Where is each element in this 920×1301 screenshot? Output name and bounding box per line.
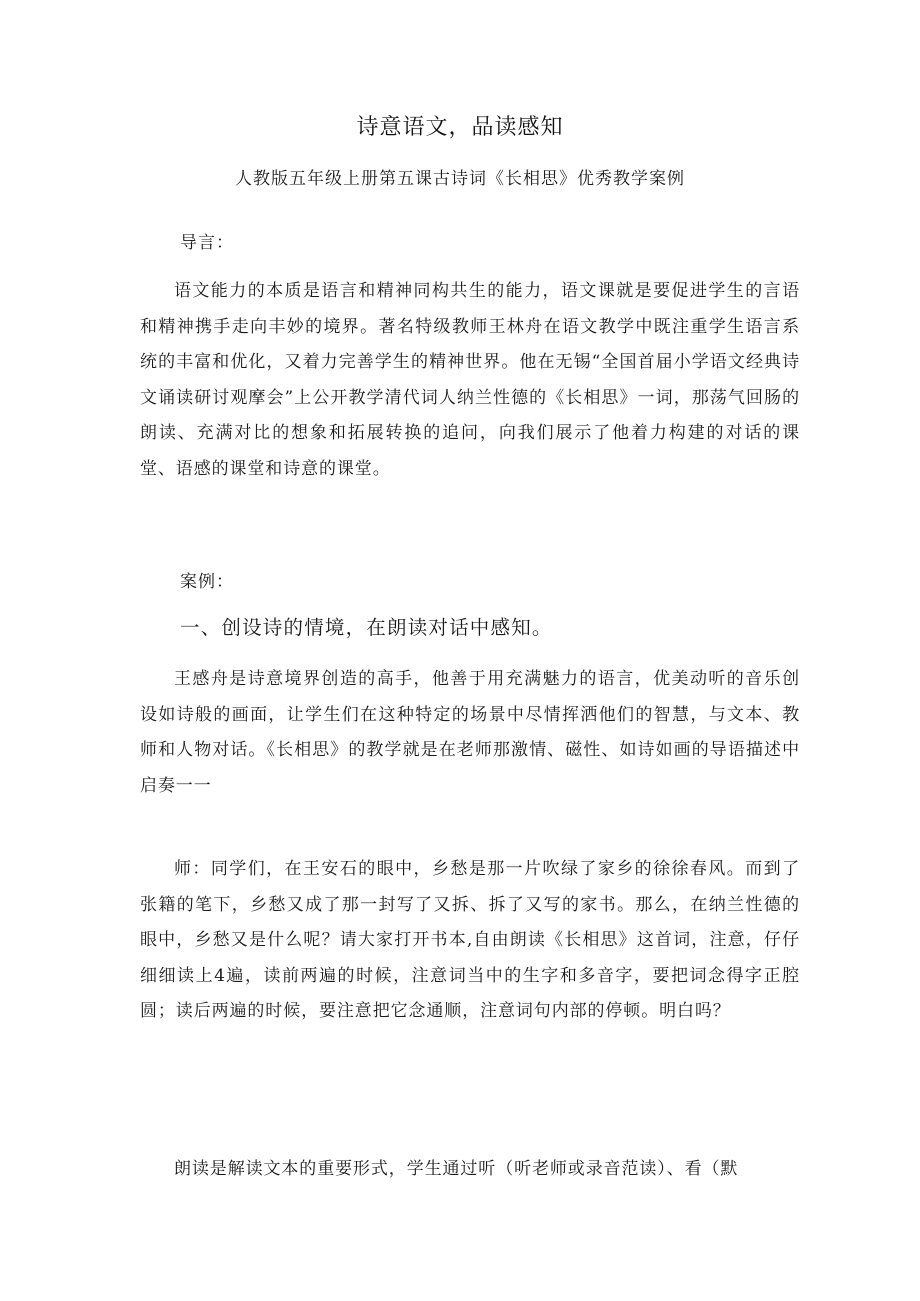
document-title: 诗意语文，品读感知	[356, 115, 564, 140]
section1-paragraph	[140, 662, 800, 804]
reading-text: 朗读是解读文本的重要形式，学生通过听（听老师或录音范读）、看（默	[174, 1159, 739, 1179]
case-label: 案例：	[180, 572, 234, 592]
intro-label: 导言：	[180, 233, 234, 253]
intro-paragraph	[140, 274, 800, 488]
teacher-text: 师：同学们，在王安石的眼中，乡愁是那一片吹绿了家乡的徐徐春风。而到了张籍的笔下，乡愁又成了那一封写了又拆、拆了又写的家书。那么，在纳兰性德的眼中，乡愁又是什么呢？请大家打开书本,自由朗读《长相思》这首词，注意，仔仔细细读上4遍，读前两遍的时候，注意词当中的生字和多音字，要把词念得字正腔圆；读后两遍的时候，要注意把它念通顺，注意词句内部的停顿。明白吗？	[140, 859, 800, 1022]
teacher-paragraph	[140, 852, 800, 1030]
section1-text: 王感舟是诗意境界创造的高手，他善于用充满魅力的语言，优美动听的音乐创设如诗般的画面，让学生们在这种特定的场景中尽情挥洒他们的智慧，与文本、教师和人物对话。《长相思》的教学就是在老师那激情、磁性、如诗如画的导语描述中启奏一一	[140, 669, 800, 796]
reading-paragraph	[140, 1152, 800, 1188]
document-subtitle: 人教版五年级上册第五课古诗词《长相思》优秀教学案例	[235, 169, 685, 189]
intro-text: 语文能力的本质是语言和精神同构共生的能力，语文课就是要促进学生的言语和精神携手走向丰妙的境界。著名特级教师王林舟在语文教学中既注重学生语言系统的丰富和优化，又着力完善学生的精神世界。他在无锡“全国首届小学语文经典诗文诵读研讨观摩会”上公开教学清代词人纳兰性德的《长相思》一词，那荡气回肠的朗读、充满对比的想象和拓展转换的追问，向我们展示了他着力构建的对话的课堂、语感的课堂和诗意的课堂。	[140, 281, 800, 479]
section1-heading: 一、创设诗的情境，在朗读对话中感知。	[180, 616, 553, 639]
